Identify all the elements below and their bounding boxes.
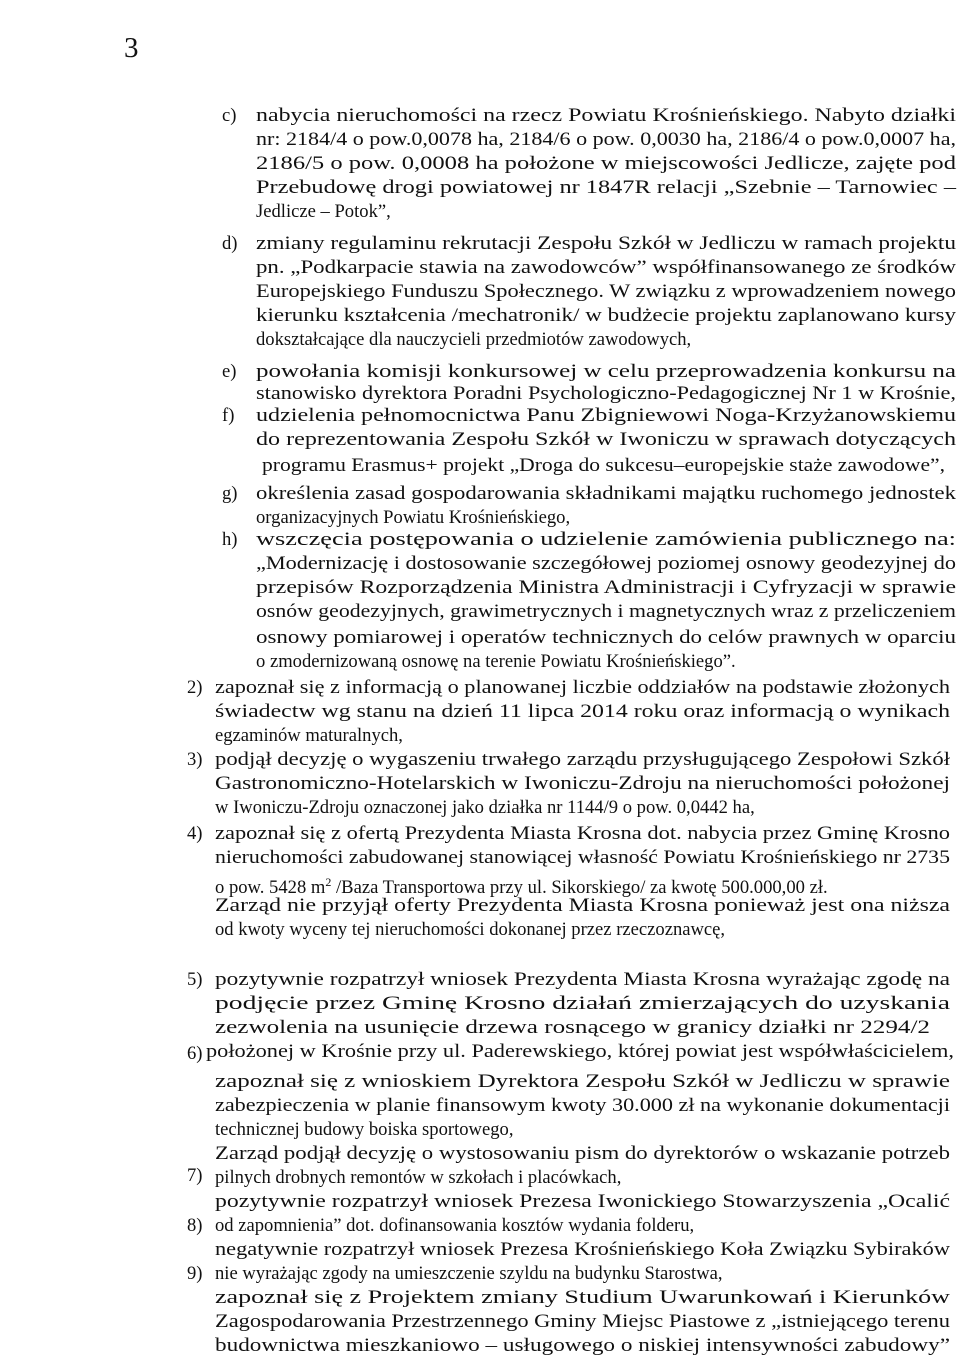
text-line: pilnych drobnych remontów w szkołach i placówkach, — [215, 1167, 622, 1188]
text-line: nabycia nieruchomości na rzecz Powiatu Krośnieńskiego. Nabyto działki — [256, 105, 956, 126]
text-line: zapoznał się z ofertą Prezydenta Miasta Krosna dot. nabycia przez Gminę Krosno — [215, 823, 950, 844]
text-line: Zarząd nie przyjął oferty Prezydenta Miasta Krosna ponieważ jest ona niższa — [215, 895, 950, 916]
text-line: Gastronomiczno-Hotelarskich w Iwoniczu-Zdroju na nieruchomości położonej — [215, 773, 951, 794]
item-marker-9: 9) — [187, 1263, 203, 1284]
text-line: od kwoty wyceny tej nieruchomości dokonanej przez rzeczoznawcę, — [215, 919, 726, 940]
text-line: powołania komisji konkursowej w celu przeprowadzenia konkursu na — [256, 361, 956, 382]
text-line: 2186/5 o pow. 0,0008 ha położone w miejscowości Jedlicze, zajęte pod — [256, 153, 956, 174]
text-line: Jedlicze – Potok”, — [256, 201, 391, 222]
text-fragment: /Baza Transportowa przy ul. Sikorskiego/ za kwotę 500.000,00 zł. — [336, 877, 828, 899]
text-line: od zapomnienia” dot. dofinansowania kosztów wydania folderu, — [215, 1215, 695, 1236]
area-value: o pow. 5428 m — [215, 877, 326, 899]
text-line: kierunku kształcenia /mechatronik/ w budżecie projektu zaplanowano kursy — [256, 305, 956, 326]
text-line: dokształcające dla nauczycieli przedmiotów zawodowych, — [256, 329, 692, 350]
text-line: zapoznał się z Projektem zmiany Studium Uwarunkowań i Kierunków — [215, 1287, 950, 1308]
text-line: egzaminów maturalnych, — [215, 725, 403, 746]
text-line: wszczęcia postępowania o udzielenie zamówienia publicznego na: — [256, 529, 956, 550]
text-line: organizacyjnych Powiatu Krośnieńskiego, — [256, 507, 571, 528]
item-marker-g: g) — [222, 483, 238, 504]
text-line: Przebudowę drogi powiatowej nr 1847R relacji „Szebnie – Tarnowiec – — [256, 177, 956, 198]
text-line: zmiany regulaminu rekrutacji Zespołu Szkół w Jedliczu w ramach projektu — [256, 233, 956, 254]
item-marker-d: d) — [222, 233, 238, 254]
item-marker-7: 7) — [187, 1165, 203, 1186]
text-line: podjęcie przez Gminę Krosno działań zmierzających do uzyskania — [215, 993, 950, 1014]
text-line: nr: 2184/4 o pow.0,0078 ha, 2184/6 o pow. 0,0030 ha, 2186/4 o pow.0,0007 ha, — [256, 129, 956, 150]
item-marker-3: 3) — [187, 749, 203, 770]
text-line: osnów geodezyjnych, grawimetrycznych i magnetycznych wraz z przeliczeniem — [256, 601, 956, 622]
text-line: nie wyrażając zgody na umieszczenie szyldu na budynku Starostwa, — [215, 1263, 723, 1284]
text-line: położonej w Krośnie przy ul. Paderewskiego, której powiat jest współwłaścicielem, — [206, 1041, 954, 1062]
text-line: w Iwoniczu-Zdroju oznaczonej jako działka nr 1144/9 o pow. 0,0442 ha, — [215, 797, 755, 818]
text-line: pn. „Podkarpacie stawia na zawodowców” współfinansowanego ze środków — [256, 257, 956, 278]
text-line: pozytywnie rozpatrzył wniosek Prezydenta Miasta Krosna wyrażając zgodę na — [215, 969, 950, 990]
text-line: podjął decyzję o wygaszeniu trwałego zarządu przysługującego Zespołowi Szkół — [215, 749, 951, 770]
item-marker-8: 8) — [187, 1215, 203, 1236]
text-line: zabezpieczenia w planie finansowym kwoty 30.000 zł na wykonanie dokumentacji — [215, 1095, 950, 1116]
text-line: do reprezentowania Zespołu Szkół w Iwoniczu w sprawach dotyczących — [256, 429, 956, 450]
item-marker-5: 5) — [187, 969, 203, 990]
text-line: zezwolenia na usunięcie drzewa rosnącego w granicy działki nr 2294/2 — [215, 1017, 930, 1038]
superscript: 2 — [325, 875, 332, 889]
text-line: osnowy pomiarowej i operatów technicznych do celów prawnych w oparciu — [256, 627, 956, 648]
text-line: Europejskiego Funduszu Społecznego. W związku z wprowadzeniem nowego — [256, 281, 956, 302]
text-line: pozytywnie rozpatrzył wniosek Prezesa Iwonickiego Stowarzyszenia „Ocalić — [215, 1191, 950, 1212]
text-line: określenia zasad gospodarowania składnikami majątku ruchomego jednostek — [256, 483, 956, 504]
text-line: o zmodernizowaną osnowę na terenie Powiatu Krośnieńskiego”. — [256, 651, 736, 672]
text-line: udzielenia pełnomocnictwa Panu Zbigniewowi Noga-Krzyżanowskiemu — [256, 405, 956, 426]
text-line: technicznej budowy boiska sportowego, — [215, 1119, 514, 1140]
text-line: Zagospodarowania Przestrzennego Gminy Miejsc Piastowe z „istniejącego terenu — [215, 1311, 950, 1332]
item-marker-2: 2) — [187, 677, 203, 698]
text-line: przepisów Rozporządzenia Ministra Administracji i Cyfryzacji w sprawie — [256, 577, 956, 598]
item-marker-f: f) — [222, 405, 235, 426]
text-line: zapoznał się z informacją o planowanej liczbie oddziałów na podstawie złożonych — [215, 677, 950, 698]
item-marker-c: c) — [222, 105, 237, 126]
text-line: budownictwa mieszkaniowo – usługowego o niskiej intensywności zabudowy” — [215, 1335, 950, 1356]
text-line: „Modernizację i dostosowanie szczegółowej poziomej osnowy geodezyjnej do — [256, 553, 957, 574]
text-line: nieruchomości zabudowanej stanowiącej własność Powiatu Krośnieńskiego nr 2735 — [215, 847, 950, 868]
item-marker-h: h) — [222, 529, 238, 550]
page-number: 3 — [124, 32, 139, 64]
item-marker-4: 4) — [187, 823, 203, 844]
item-marker-6: 6) — [187, 1043, 203, 1064]
text-line: Zarząd podjął decyzję o wystosowaniu pism do dyrektorów o wskazanie potrzeb — [215, 1143, 950, 1164]
text-line: negatywnie rozpatrzył wniosek Prezesa Krośnieńskiego Koła Związku Sybiraków — [215, 1239, 950, 1260]
text-line: świadectw wg stanu na dzień 11 lipca 2014 roku oraz informacją o wynikach — [215, 701, 950, 722]
text-line: stanowisko dyrektora Poradni Psychologiczno-Pedagogicznej Nr 1 w Krośnie, — [256, 383, 956, 404]
item-marker-e: e) — [222, 361, 237, 382]
text-line: zapoznał się z wnioskiem Dyrektora Zespołu Szkół w Jedliczu w sprawie — [215, 1071, 950, 1092]
text-line: programu Erasmus+ projekt „Droga do sukcesu–europejskie staże zawodowe”, — [262, 455, 945, 476]
